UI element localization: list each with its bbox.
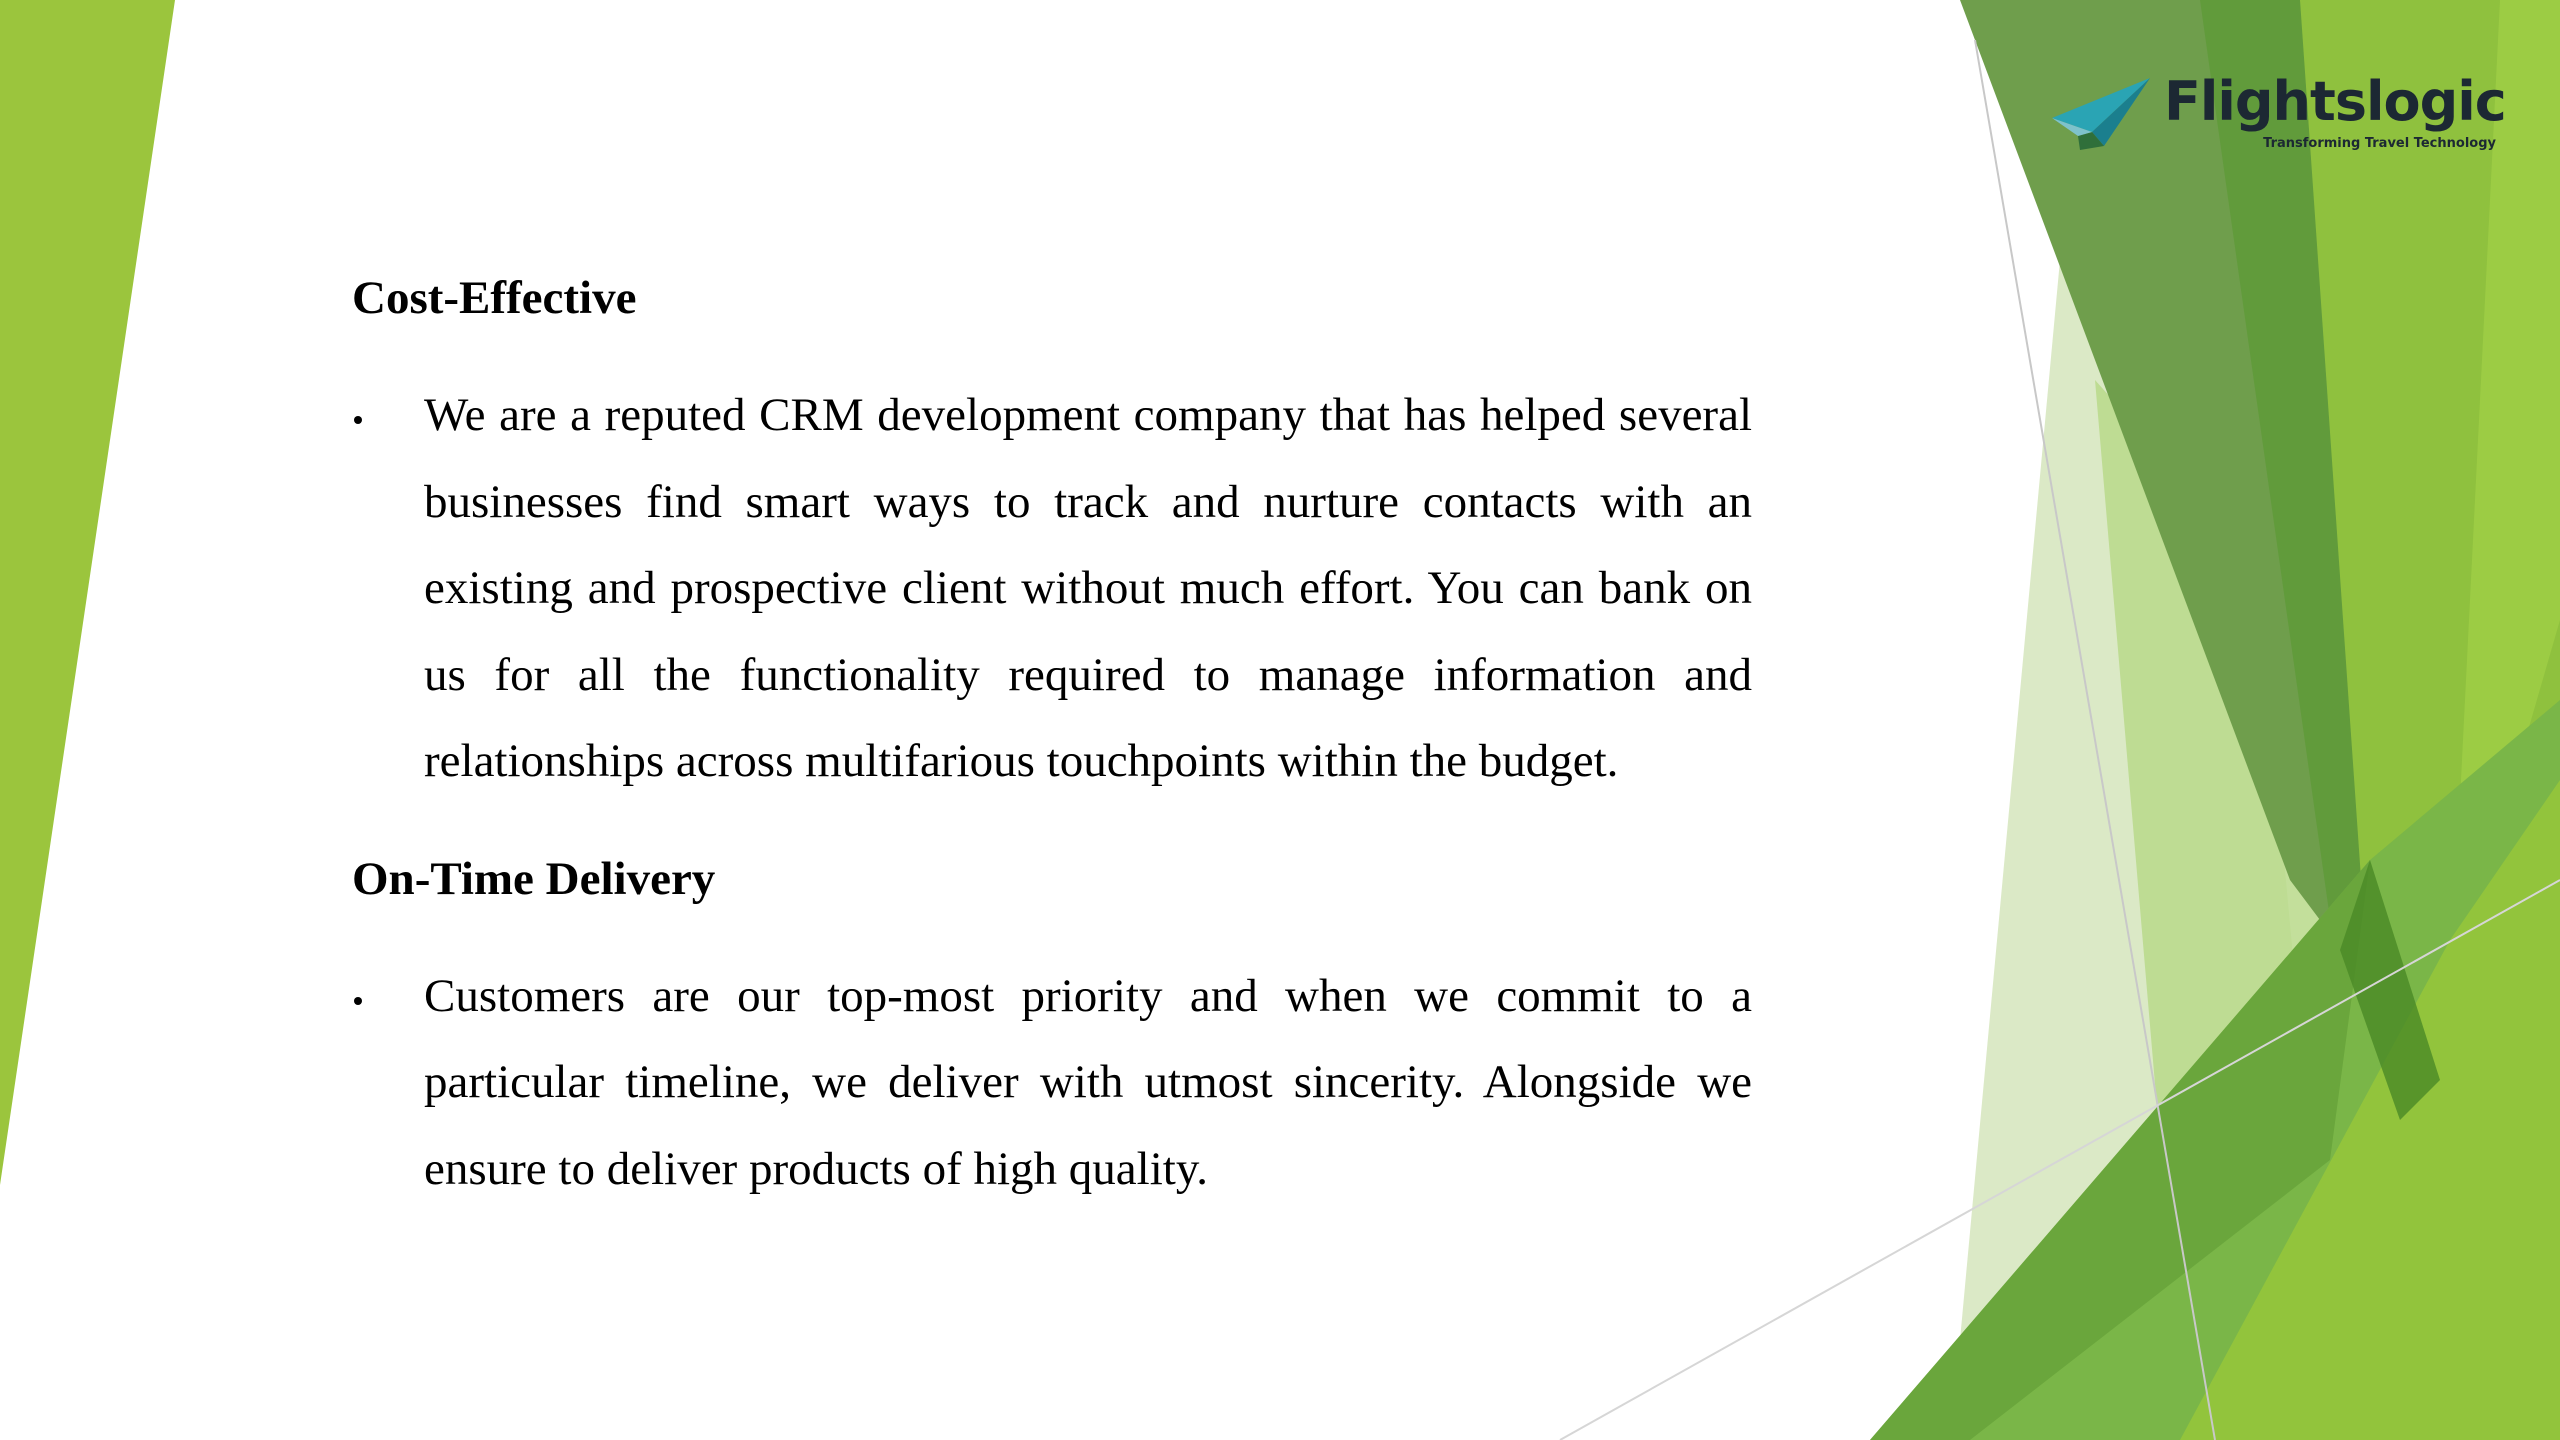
- bullet-text-on-time-delivery: Customers are our top-most priority and when we commit to a particular timeline, we deliver with utmost sincerity. Alongside we ensure to deliver products of high quality.: [424, 969, 1752, 1195]
- bullet-text-cost-effective: We are a reputed CRM development company that has helped several businesses find smart ways to track and nurture contacts with an existing and prospective client without much effort. You can bank on us for all the functionality required to manage information and relationships across multifarious touchpoints within the budget.: [424, 389, 1752, 787]
- company-logo: [2052, 70, 2506, 160]
- logo-name: Flightslogic: [2164, 70, 2506, 133]
- paper-plane-icon: [2052, 76, 2152, 152]
- section-heading-cost-effective: Cost-Effective: [352, 272, 637, 324]
- logo-tagline: Transforming Travel Technology: [2263, 136, 2496, 151]
- left-accent-shape: [0, 0, 175, 1185]
- main-content: [352, 268, 1752, 1256]
- bullet-item: [352, 953, 1752, 1213]
- bullet-item: [352, 372, 1752, 805]
- section-heading-on-time-delivery: On-Time Delivery: [352, 852, 716, 905]
